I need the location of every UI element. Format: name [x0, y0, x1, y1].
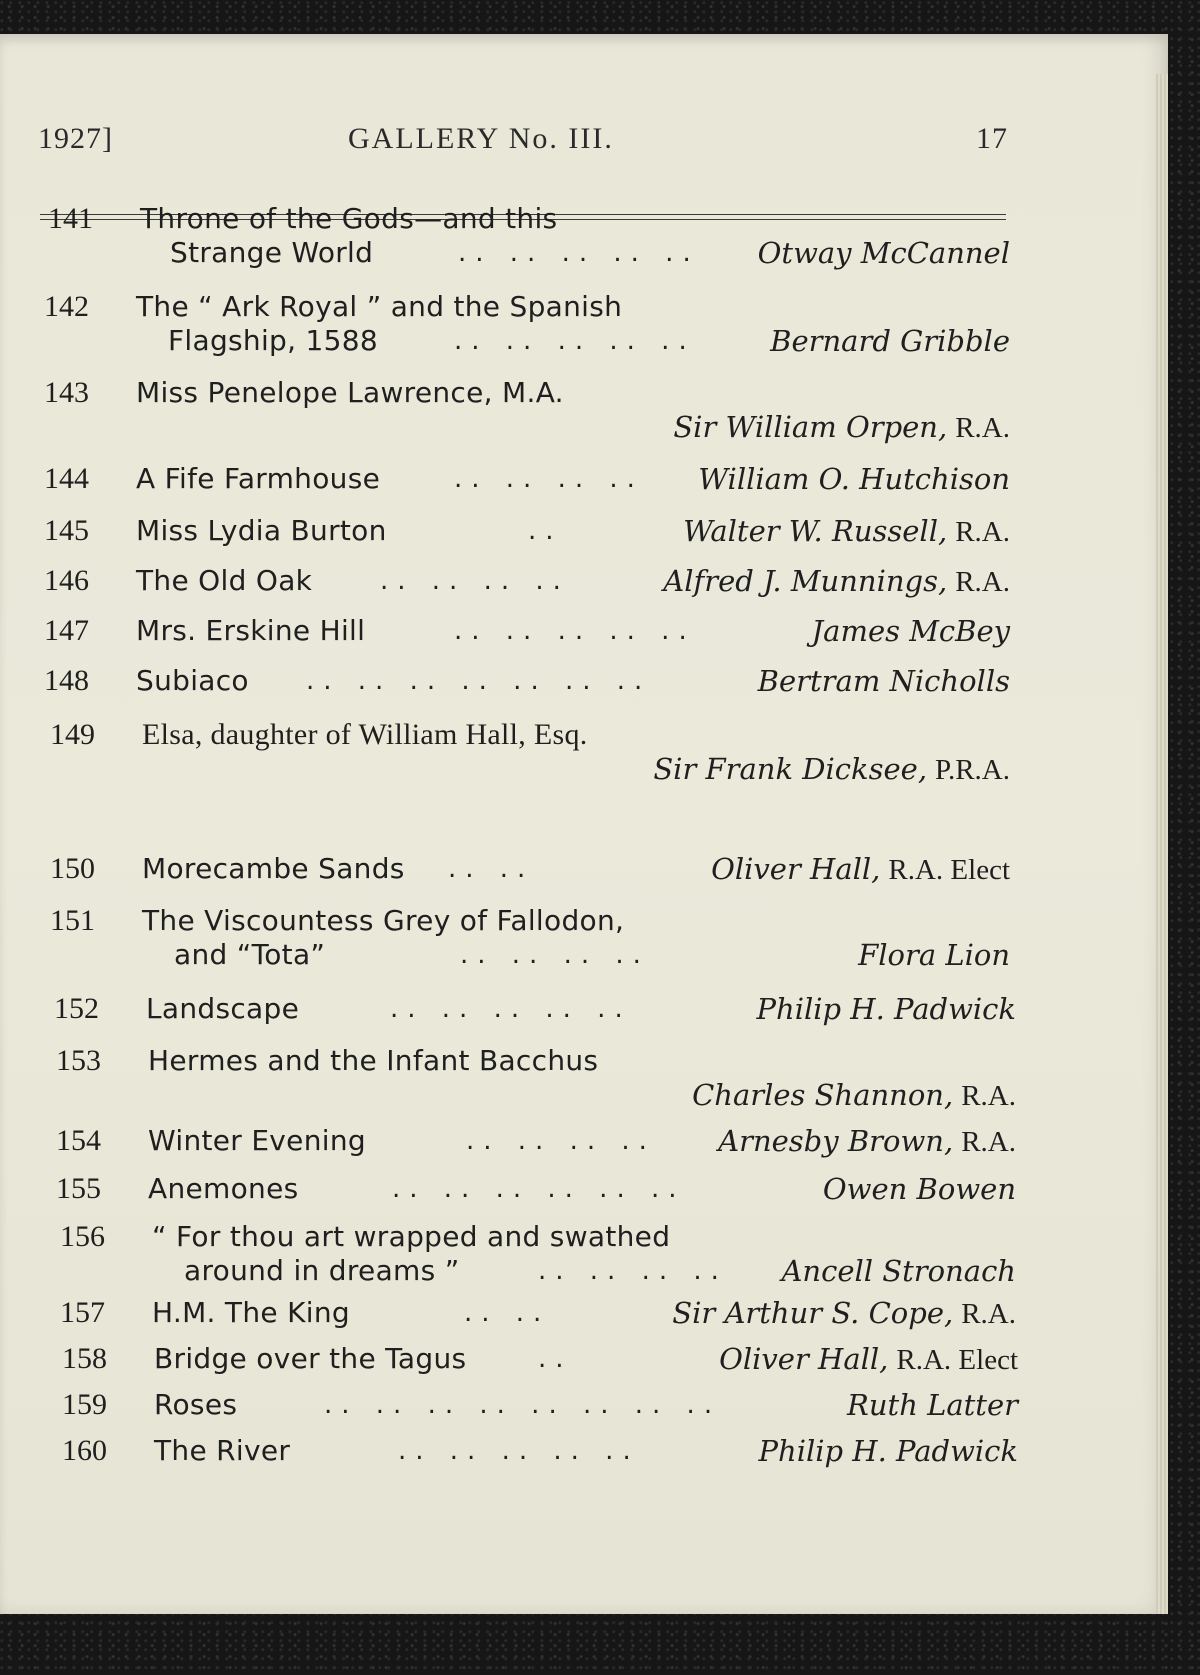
- running-head: [38, 122, 1008, 162]
- catalogue-entry: [50, 904, 1010, 972]
- entry-number: 153: [56, 1044, 101, 1077]
- entry-line: [62, 1388, 1018, 1422]
- entry-line: [44, 514, 1010, 548]
- entry-artist: Sir Frank Dicksee, P.R.A.: [653, 752, 1010, 786]
- entry-title: Bridge over the Tagus: [154, 1342, 467, 1375]
- entry-title: The Old Oak: [136, 564, 313, 597]
- book-page: [0, 34, 1168, 1614]
- entry-number: 159: [62, 1388, 107, 1421]
- catalogue-entry: [62, 1342, 1018, 1376]
- entry-title: The Viscountess Grey of Fallodon,: [142, 904, 625, 937]
- catalogue-entry: [44, 614, 1010, 648]
- dot-leader: .. ..: [448, 854, 535, 884]
- entry-line: [56, 1078, 1016, 1112]
- catalogue-entry: [50, 852, 1010, 886]
- entry-artist: Bertram Nicholls: [757, 664, 1010, 698]
- dot-leader: .. .. .. ..: [460, 940, 650, 970]
- entry-title: Subiaco: [136, 664, 249, 697]
- dot-leader: .. .. .. .. .. .. .. ..: [324, 1390, 722, 1420]
- entry-line: [62, 1434, 1018, 1468]
- entry-number: 146: [44, 564, 89, 597]
- catalogue-entry: [44, 664, 1010, 698]
- entry-title: H.M. The King: [152, 1296, 350, 1329]
- entry-title: The River: [154, 1434, 291, 1467]
- entry-line: [44, 462, 1010, 496]
- entry-title: Morecambe Sands: [142, 852, 405, 885]
- dot-leader: .. .. .. .. .. ..: [392, 1174, 686, 1204]
- entry-artist: William O. Hutchison: [698, 462, 1010, 496]
- dot-leader: .. .. .. .. ..: [458, 238, 700, 268]
- dot-leader: .. .. .. ..: [380, 566, 570, 596]
- entry-line: [56, 1172, 1016, 1206]
- entry-title: Roses: [154, 1388, 238, 1421]
- catalogue-entry: [54, 992, 1016, 1026]
- entry-number: 143: [44, 376, 89, 409]
- entry-artist: Philip H. Padwick: [758, 1434, 1018, 1468]
- entry-line: [50, 752, 1010, 786]
- entry-line: [48, 236, 1010, 270]
- entry-artist: Owen Bowen: [822, 1172, 1016, 1206]
- entry-artist: Ruth Latter: [847, 1388, 1018, 1422]
- entry-number: 149: [50, 718, 95, 751]
- dot-leader: .. ..: [464, 1298, 551, 1328]
- entry-title-continued: Strange World: [170, 236, 374, 269]
- dot-leader: ..: [528, 516, 563, 546]
- dot-leader: .. .. .. .. ..: [454, 326, 696, 356]
- entry-line: [60, 1220, 1016, 1254]
- entry-number: 145: [44, 514, 89, 547]
- entry-line: [44, 614, 1010, 648]
- entry-line: [48, 202, 1010, 236]
- entry-number: 155: [56, 1172, 101, 1205]
- entry-title: Anemones: [148, 1172, 299, 1205]
- entry-line: [62, 1342, 1018, 1376]
- entry-number: 160: [62, 1434, 107, 1467]
- page-edge: [1156, 74, 1168, 1614]
- entry-number: 151: [50, 904, 95, 937]
- entry-line: [44, 324, 1010, 358]
- entry-number: 147: [44, 614, 89, 647]
- dot-leader: .. .. .. ..: [538, 1256, 728, 1286]
- catalogue-entry: [62, 1434, 1018, 1468]
- catalogue-entry: [60, 1296, 1016, 1330]
- entry-line: [50, 852, 1010, 886]
- entry-line: [44, 664, 1010, 698]
- entry-artist: Bernard Gribble: [770, 324, 1010, 358]
- entry-line: [44, 564, 1010, 598]
- entry-line: [44, 376, 1010, 410]
- entry-artist: Sir Arthur S. Cope, R.A.: [672, 1296, 1016, 1330]
- entry-number: 144: [44, 462, 89, 495]
- entry-artist: Philip H. Padwick: [756, 992, 1016, 1026]
- entry-title: Elsa, daughter of William Hall, Esq.: [142, 718, 588, 751]
- entry-number: 148: [44, 664, 89, 697]
- entry-line: [56, 1124, 1016, 1158]
- dot-leader: .. .. .. .. ..: [390, 994, 632, 1024]
- entry-number: 141: [48, 202, 93, 235]
- entry-title: Winter Evening: [148, 1124, 366, 1157]
- entry-number: 142: [44, 290, 89, 323]
- dot-leader: .. .. .. .. .. .. ..: [306, 666, 652, 696]
- entry-title: The “ Ark Royal ” and the Spanish: [136, 290, 623, 323]
- entry-number: 150: [50, 852, 95, 885]
- catalogue-entry: [44, 462, 1010, 496]
- entry-line: [56, 1044, 1016, 1078]
- entry-title: A Fife Farmhouse: [136, 462, 381, 495]
- entry-line: [60, 1296, 1016, 1330]
- entry-artist: Otway McCannel: [757, 236, 1010, 270]
- dot-leader: ..: [538, 1344, 573, 1374]
- page-number: 17: [976, 122, 1008, 155]
- entry-line: [44, 410, 1010, 444]
- catalogue-entry: [44, 376, 1010, 444]
- entry-artist: Ancell Stronach: [781, 1254, 1016, 1288]
- catalogue-entry: [50, 718, 1010, 786]
- catalogue-entry: [48, 202, 1010, 270]
- entry-number: 156: [60, 1220, 105, 1253]
- running-head-title: GALLERY No. III.: [348, 122, 614, 155]
- catalogue-entry: [44, 290, 1010, 358]
- catalogue-entry: [56, 1124, 1016, 1158]
- entry-title: “ For thou art wrapped and swathed: [152, 1220, 671, 1253]
- entry-line: [50, 904, 1010, 938]
- entry-title: Throne of the Gods—and this: [140, 202, 558, 235]
- entry-number: 158: [62, 1342, 107, 1375]
- entry-title-continued: Flagship, 1588: [168, 324, 378, 357]
- entry-title: Landscape: [146, 992, 300, 1025]
- running-head-year: 1927]: [38, 122, 113, 155]
- entry-artist: Oliver Hall, R.A. Elect: [719, 1342, 1018, 1376]
- entry-title-continued: and “Tota”: [174, 938, 326, 971]
- dot-leader: .. .. .. ..: [466, 1126, 656, 1156]
- entry-number: 154: [56, 1124, 101, 1157]
- entry-title: Miss Penelope Lawrence, M.A.: [136, 376, 564, 409]
- entry-artist: James McBey: [811, 614, 1010, 648]
- catalogue-entry: [44, 514, 1010, 548]
- entry-artist: Arnesby Brown, R.A.: [718, 1124, 1016, 1158]
- entry-artist: Oliver Hall, R.A. Elect: [711, 852, 1010, 886]
- entry-number: 157: [60, 1296, 105, 1329]
- entry-artist: Sir William Orpen, R.A.: [673, 410, 1010, 444]
- entry-title: Mrs. Erskine Hill: [136, 614, 366, 647]
- entry-artist: Charles Shannon, R.A.: [692, 1078, 1016, 1112]
- entry-artist: Walter W. Russell, R.A.: [683, 514, 1010, 548]
- entry-line: [60, 1254, 1016, 1288]
- dot-leader: .. .. .. .. ..: [398, 1436, 640, 1466]
- entry-number: 152: [54, 992, 99, 1025]
- dot-leader: .. .. .. .. ..: [454, 616, 696, 646]
- dot-leader: .. .. .. ..: [454, 464, 644, 494]
- catalogue-entry: [62, 1388, 1018, 1422]
- catalogue-entry: [56, 1044, 1016, 1112]
- entry-line: [50, 938, 1010, 972]
- entry-title: Hermes and the Infant Bacchus: [148, 1044, 599, 1077]
- entry-line: [44, 290, 1010, 324]
- catalogue-entry: [60, 1220, 1016, 1288]
- entry-artist: Alfred J. Munnings, R.A.: [663, 564, 1010, 598]
- entry-title-continued: around in dreams ”: [184, 1254, 460, 1287]
- entry-title: Miss Lydia Burton: [136, 514, 387, 547]
- entry-artist: Flora Lion: [858, 938, 1010, 972]
- catalogue-entry: [56, 1172, 1016, 1206]
- entry-line: [54, 992, 1016, 1026]
- catalogue-entry: [44, 564, 1010, 598]
- entry-line: [50, 718, 1010, 752]
